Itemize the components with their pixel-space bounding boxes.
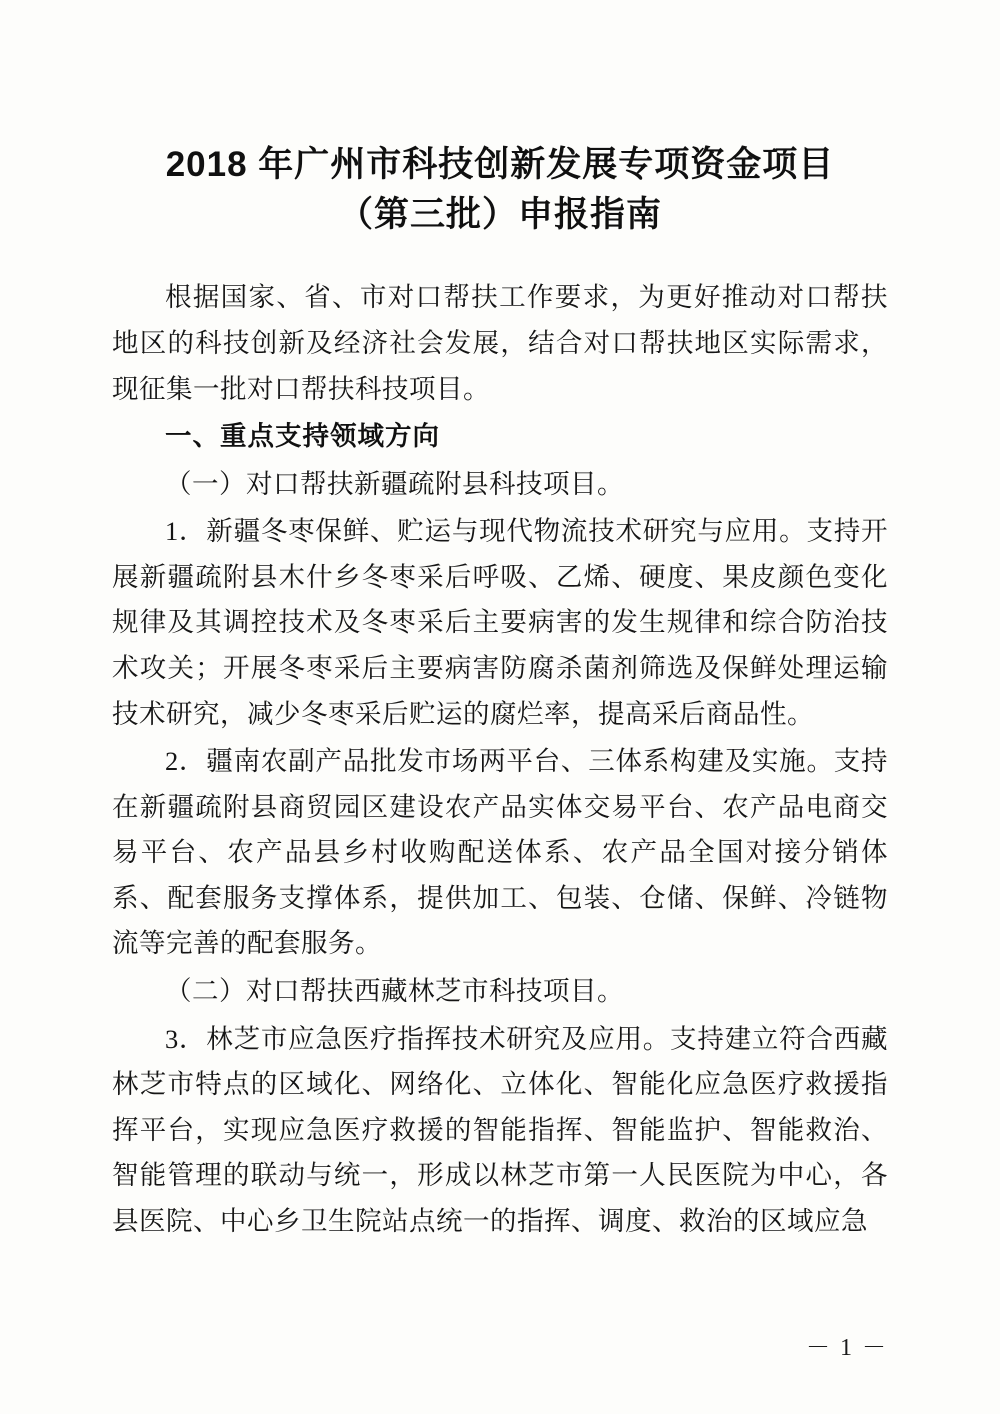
paragraph-intro: 根据国家、省、市对口帮扶工作要求，为更好推动对口帮扶地区的科技创新及经济社会发展，结合对口帮扶地区实际需求，现征集一批对口帮扶科技项目。 — [112, 282, 888, 404]
page-number: － 1 － — [806, 1335, 888, 1361]
paragraph-item-3: 3．林芝市应急医疗指挥技术研究及应用。支持建立符合西藏林芝市特点的区域化、网络化、立体化、智能化应急医疗救援指挥平台，实现应急医疗救援的智能指挥、智能监护、智能救治、智能管理的联动与统一，形成以林芝市第一人民医院为中心，各县医院、中心乡卫生院站点统一的指挥、调度、救治的区域应急 — [112, 1023, 888, 1236]
subsection-heading-2: （二）对口帮扶西藏林芝市科技项目。 — [165, 976, 624, 1007]
page-title-line-2: （第三批）申报指南 — [337, 194, 662, 234]
section-heading-1: 一、重点支持领域方向 — [165, 421, 440, 452]
subsection-heading-1: （一）对口帮扶新疆疏附县科技项目。 — [165, 468, 624, 499]
page-title-line-1: 2018 年广州市科技创新发展专项资金项目 — [165, 145, 835, 184]
paragraph-item-1: 1．新疆冬枣保鲜、贮运与现代物流技术研究与应用。支持开展新疆疏附县木什乡冬枣采后呼吸、乙烯、硬度、果皮颜色变化规律及其调控技术及冬枣采后主要病害的发生规律和综合防治技术攻关；开展冬枣采后主要病害防腐杀菌剂筛选及保鲜处理运输技术研究，减少冬枣采后贮运的腐烂率，提高采后商品性。 — [112, 516, 888, 729]
document-body — [112, 140, 888, 1247]
paragraph-item-2: 2．疆南农副产品批发市场两平台、三体系构建及实施。支持在新疆疏附县商贸园区建设农产品实体交易平台、农产品电商交易平台、农产品县乡村收购配送体系、农产品全国对接分销体系、配套服务支撑体系，提供加工、包装、仓储、保鲜、冷链物流等完善的配套服务。 — [112, 746, 888, 959]
page-title — [112, 140, 888, 239]
